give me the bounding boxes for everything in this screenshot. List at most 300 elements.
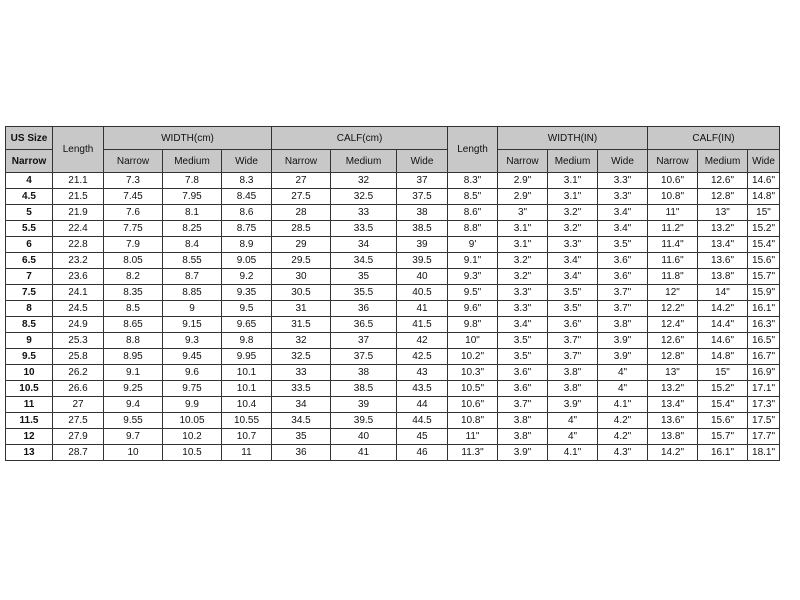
table-cell: 43 (397, 365, 448, 381)
table-cell: 11.8" (648, 269, 698, 285)
table-cell: 8.65 (104, 317, 163, 333)
table-cell: 9.25 (104, 381, 163, 397)
us-size-cell: 8.5 (6, 317, 53, 333)
table-cell: 31 (272, 301, 331, 317)
calf-cm-header: CALF(cm) (272, 127, 448, 150)
table-cell: 3.7" (598, 285, 648, 301)
table-cell: 27 (272, 173, 331, 189)
table-cell: 23.2 (53, 253, 104, 269)
table-cell: 13" (648, 365, 698, 381)
table-cell: 3.5" (498, 333, 548, 349)
size-chart-table (5, 126, 780, 461)
table-cell: 16.1" (698, 445, 748, 461)
table-row (6, 221, 780, 237)
table-cell: 12.6" (648, 333, 698, 349)
table-cell: 8.75 (222, 221, 272, 237)
table-cell: 4" (598, 381, 648, 397)
table-cell: 29 (272, 237, 331, 253)
table-cell: 8.5 (104, 301, 163, 317)
table-body (6, 173, 780, 461)
table-cell: 10.3" (448, 365, 498, 381)
table-cell: 4.3" (598, 445, 648, 461)
table-cell: 9.2 (222, 269, 272, 285)
calf-in-narrow-header: Narrow (648, 150, 698, 173)
table-cell: 8.5" (448, 189, 498, 205)
table-cell: 4.1" (598, 397, 648, 413)
table-cell: 11" (648, 205, 698, 221)
table-cell: 8.7 (163, 269, 222, 285)
table-cell: 9.4 (104, 397, 163, 413)
table-cell: 3.8" (498, 429, 548, 445)
table-cell: 3.2" (498, 269, 548, 285)
table-row (6, 397, 780, 413)
table-cell: 4.2" (598, 429, 648, 445)
us-size-cell: 11 (6, 397, 53, 413)
table-cell: 17.3" (748, 397, 780, 413)
table-cell: 16.9" (748, 365, 780, 381)
table-cell: 41 (397, 301, 448, 317)
table-cell: 3.2" (548, 205, 598, 221)
table-cell: 24.9 (53, 317, 104, 333)
table-cell: 35 (331, 269, 397, 285)
table-cell: 8.85 (163, 285, 222, 301)
table-cell: 14" (698, 285, 748, 301)
table-cell: 39.5 (397, 253, 448, 269)
table-cell: 9.6" (448, 301, 498, 317)
table-cell: 7.75 (104, 221, 163, 237)
table-cell: 13.2" (698, 221, 748, 237)
table-cell: 10.8" (448, 413, 498, 429)
table-cell: 3.3" (548, 237, 598, 253)
table-row (6, 301, 780, 317)
table-cell: 15.2" (698, 381, 748, 397)
table-cell: 21.5 (53, 189, 104, 205)
table-cell: 14.8" (698, 349, 748, 365)
table-cell: 14.8" (748, 189, 780, 205)
table-cell: 10.1 (222, 381, 272, 397)
table-cell: 27.9 (53, 429, 104, 445)
width-in-wide-header: Wide (598, 150, 648, 173)
table-cell: 9.15 (163, 317, 222, 333)
table-cell: 35 (272, 429, 331, 445)
table-cell: 8.25 (163, 221, 222, 237)
table-cell: 9.35 (222, 285, 272, 301)
table-cell: 10.2" (448, 349, 498, 365)
us-size-cell: 7 (6, 269, 53, 285)
table-cell: 33.5 (331, 221, 397, 237)
table-cell: 3.9" (548, 397, 598, 413)
table-header (6, 127, 780, 173)
table-cell: 3.8" (548, 365, 598, 381)
table-cell: 36 (331, 301, 397, 317)
table-cell: 13.2" (648, 381, 698, 397)
table-cell: 3.4" (598, 221, 648, 237)
table-row (6, 205, 780, 221)
table-cell: 8.8" (448, 221, 498, 237)
table-cell: 8.6" (448, 205, 498, 221)
table-cell: 7.8 (163, 173, 222, 189)
table-row (6, 413, 780, 429)
table-cell: 14.2" (698, 301, 748, 317)
calf-cm-medium-header: Medium (331, 150, 397, 173)
table-cell: 16.5" (748, 333, 780, 349)
table-cell: 9.8" (448, 317, 498, 333)
table-cell: 7.3 (104, 173, 163, 189)
width-in-medium-header: Medium (548, 150, 598, 173)
table-cell: 2.9" (498, 189, 548, 205)
table-cell: 13.8" (648, 429, 698, 445)
table-cell: 2.9" (498, 173, 548, 189)
table-cell: 32 (331, 173, 397, 189)
table-cell: 16.7" (748, 349, 780, 365)
table-row (6, 445, 780, 461)
table-cell: 25.3 (53, 333, 104, 349)
table-cell: 29.5 (272, 253, 331, 269)
width-in-narrow-header: Narrow (498, 150, 548, 173)
table-cell: 8.45 (222, 189, 272, 205)
table-cell: 8.3 (222, 173, 272, 189)
table-cell: 8.05 (104, 253, 163, 269)
table-cell: 32 (272, 333, 331, 349)
table-cell: 3.4" (548, 253, 598, 269)
table-cell: 7.6 (104, 205, 163, 221)
table-cell: 7.95 (163, 189, 222, 205)
table-cell: 37.5 (331, 349, 397, 365)
table-row (6, 333, 780, 349)
table-cell: 38 (331, 365, 397, 381)
table-cell: 3.7" (498, 397, 548, 413)
table-cell: 9.6 (163, 365, 222, 381)
table-cell: 10 (104, 445, 163, 461)
table-row (6, 173, 780, 189)
table-cell: 3.5" (548, 285, 598, 301)
table-row (6, 429, 780, 445)
table-cell: 24.1 (53, 285, 104, 301)
table-cell: 28.7 (53, 445, 104, 461)
table-cell: 16.1" (748, 301, 780, 317)
table-row (6, 253, 780, 269)
table-cell: 12.4" (648, 317, 698, 333)
table-cell: 13.6" (648, 413, 698, 429)
table-cell: 3.4" (548, 269, 598, 285)
width-cm-narrow-header: Narrow (104, 150, 163, 173)
table-cell: 9 (163, 301, 222, 317)
table-cell: 8.4 (163, 237, 222, 253)
table-cell: 33.5 (272, 381, 331, 397)
table-cell: 3.4" (498, 317, 548, 333)
table-cell: 37.5 (397, 189, 448, 205)
us-size-cell: 9 (6, 333, 53, 349)
table-cell: 3.4" (598, 205, 648, 221)
table-cell: 12.6" (698, 173, 748, 189)
table-cell: 4.1" (548, 445, 598, 461)
table-cell: 8.9 (222, 237, 272, 253)
us-size-cell: 5.5 (6, 221, 53, 237)
table-cell: 44 (397, 397, 448, 413)
table-cell: 9.5 (222, 301, 272, 317)
calf-cm-narrow-header: Narrow (272, 150, 331, 173)
table-cell: 27 (53, 397, 104, 413)
table-cell: 10.1 (222, 365, 272, 381)
table-cell: 8.1 (163, 205, 222, 221)
table-cell: 4" (598, 365, 648, 381)
table-cell: 4" (548, 413, 598, 429)
table-cell: 3.6" (598, 269, 648, 285)
table-cell: 15" (748, 205, 780, 221)
table-cell: 3.6" (548, 317, 598, 333)
table-cell: 14.6" (748, 173, 780, 189)
table-cell: 14.6" (698, 333, 748, 349)
header-row-1 (6, 127, 780, 150)
table-cell: 3.2" (548, 221, 598, 237)
table-cell: 3.3" (498, 301, 548, 317)
table-cell: 34 (331, 237, 397, 253)
table-cell: 14.4" (698, 317, 748, 333)
table-cell: 15.6" (748, 253, 780, 269)
table-cell: 8.6 (222, 205, 272, 221)
table-row (6, 285, 780, 301)
table-cell: 9.3" (448, 269, 498, 285)
table-cell: 3.6" (498, 365, 548, 381)
table-cell: 14.2" (648, 445, 698, 461)
table-cell: 8.55 (163, 253, 222, 269)
us-size-cell: 12 (6, 429, 53, 445)
table-cell: 42 (397, 333, 448, 349)
table-cell: 39 (331, 397, 397, 413)
table-cell: 13.8" (698, 269, 748, 285)
us-size-cell: 6.5 (6, 253, 53, 269)
table-cell: 9.65 (222, 317, 272, 333)
us-size-cell: 4.5 (6, 189, 53, 205)
table-cell: 40 (331, 429, 397, 445)
table-cell: 11.4" (648, 237, 698, 253)
us-size-cell: 8 (6, 301, 53, 317)
table-cell: 8.3" (448, 173, 498, 189)
table-cell: 34.5 (272, 413, 331, 429)
table-cell: 42.5 (397, 349, 448, 365)
table-cell: 9.75 (163, 381, 222, 397)
table-cell: 15.4" (698, 397, 748, 413)
table-cell: 15.6" (698, 413, 748, 429)
table-cell: 8.2 (104, 269, 163, 285)
table-row (6, 189, 780, 205)
table-cell: 3.8" (498, 413, 548, 429)
table-cell: 32.5 (272, 349, 331, 365)
table-cell: 11.6" (648, 253, 698, 269)
table-cell: 9.45 (163, 349, 222, 365)
table-cell: 3.6" (598, 253, 648, 269)
table-cell: 3.6" (498, 381, 548, 397)
table-cell: 41 (331, 445, 397, 461)
table-cell: 13.4" (648, 397, 698, 413)
table-cell: 12.8" (698, 189, 748, 205)
table-cell: 9.55 (104, 413, 163, 429)
table-cell: 43.5 (397, 381, 448, 397)
table-cell: 3.9" (598, 349, 648, 365)
table-cell: 39.5 (331, 413, 397, 429)
table-cell: 8.8 (104, 333, 163, 349)
table-cell: 17.5" (748, 413, 780, 429)
table-row (6, 237, 780, 253)
table-cell: 10.4 (222, 397, 272, 413)
table-cell: 39 (397, 237, 448, 253)
table-row (6, 269, 780, 285)
us-size-cell: 4 (6, 173, 53, 189)
table-cell: 40.5 (397, 285, 448, 301)
table-cell: 25.8 (53, 349, 104, 365)
table-cell: 17.7" (748, 429, 780, 445)
table-cell: 11.2" (648, 221, 698, 237)
table-cell: 10.05 (163, 413, 222, 429)
table-cell: 3.7" (548, 333, 598, 349)
table-cell: 8.95 (104, 349, 163, 365)
table-cell: 3.5" (598, 237, 648, 253)
us-size-cell: 11.5 (6, 413, 53, 429)
table-cell: 41.5 (397, 317, 448, 333)
table-cell: 21.1 (53, 173, 104, 189)
table-cell: 7.45 (104, 189, 163, 205)
table-cell: 3.2" (498, 253, 548, 269)
table-cell: 17.1" (748, 381, 780, 397)
table-cell: 34 (272, 397, 331, 413)
table-row (6, 317, 780, 333)
table-cell: 22.4 (53, 221, 104, 237)
table-cell: 9.05 (222, 253, 272, 269)
table-cell: 3.7" (548, 349, 598, 365)
table-cell: 4" (548, 429, 598, 445)
table-row (6, 365, 780, 381)
table-cell: 18.1" (748, 445, 780, 461)
table-cell: 3.9" (498, 445, 548, 461)
table-cell: 15.4" (748, 237, 780, 253)
table-cell: 3.1" (548, 189, 598, 205)
table-cell: 10" (448, 333, 498, 349)
us-size-cell: 9.5 (6, 349, 53, 365)
table-cell: 12.8" (648, 349, 698, 365)
table-cell: 12" (648, 285, 698, 301)
table-cell: 15.2" (748, 221, 780, 237)
table-cell: 10.5" (448, 381, 498, 397)
length-in-header: Length (448, 127, 498, 173)
table-cell: 46 (397, 445, 448, 461)
table-cell: 28.5 (272, 221, 331, 237)
table-cell: 10.55 (222, 413, 272, 429)
table-cell: 32.5 (331, 189, 397, 205)
table-cell: 3" (498, 205, 548, 221)
table-cell: 9.7 (104, 429, 163, 445)
table-cell: 10.5 (163, 445, 222, 461)
table-row (6, 349, 780, 365)
table-row (6, 381, 780, 397)
us-size-cell: 13 (6, 445, 53, 461)
table-cell: 11 (222, 445, 272, 461)
calf-cm-wide-header: Wide (397, 150, 448, 173)
table-cell: 35.5 (331, 285, 397, 301)
table-cell: 31.5 (272, 317, 331, 333)
table-cell: 12.2" (648, 301, 698, 317)
table-cell: 34.5 (331, 253, 397, 269)
table-cell: 9.3 (163, 333, 222, 349)
table-cell: 3.8" (548, 381, 598, 397)
table-cell: 10.8" (648, 189, 698, 205)
table-cell: 3.3" (598, 189, 648, 205)
table-cell: 9.95 (222, 349, 272, 365)
width-cm-wide-header: Wide (222, 150, 272, 173)
table-cell: 27.5 (272, 189, 331, 205)
table-cell: 3.1" (498, 221, 548, 237)
table-cell: 15" (698, 365, 748, 381)
table-cell: 9.5" (448, 285, 498, 301)
table-cell: 45 (397, 429, 448, 445)
table-cell: 3.9" (598, 333, 648, 349)
table-cell: 10.2 (163, 429, 222, 445)
table-cell: 13.6" (698, 253, 748, 269)
table-cell: 23.6 (53, 269, 104, 285)
table-cell: 16.3" (748, 317, 780, 333)
table-cell: 3.8" (598, 317, 648, 333)
table-cell: 40 (397, 269, 448, 285)
us-size-cell: 6 (6, 237, 53, 253)
width-cm-header: WIDTH(cm) (104, 127, 272, 150)
table-cell: 26.2 (53, 365, 104, 381)
table-cell: 36 (272, 445, 331, 461)
table-cell: 30.5 (272, 285, 331, 301)
table-cell: 3.5" (548, 301, 598, 317)
width-in-header: WIDTH(IN) (498, 127, 648, 150)
table-cell: 3.5" (498, 349, 548, 365)
table-cell: 44.5 (397, 413, 448, 429)
us-size-cell: 5 (6, 205, 53, 221)
table-cell: 36.5 (331, 317, 397, 333)
table-cell: 9.8 (222, 333, 272, 349)
table-cell: 9.1 (104, 365, 163, 381)
header-row-2 (6, 150, 780, 173)
table-cell: 8.35 (104, 285, 163, 301)
table-cell: 7.9 (104, 237, 163, 253)
table-cell: 33 (331, 205, 397, 221)
length-cm-header: Length (53, 127, 104, 173)
table-cell: 26.6 (53, 381, 104, 397)
table-cell: 21.9 (53, 205, 104, 221)
table-cell: 37 (397, 173, 448, 189)
table-cell: 9' (448, 237, 498, 253)
table-cell: 33 (272, 365, 331, 381)
table-cell: 3.3" (498, 285, 548, 301)
table-cell: 27.5 (53, 413, 104, 429)
calf-in-wide-header: Wide (748, 150, 780, 173)
table-cell: 4.2" (598, 413, 648, 429)
us-size-cell: 7.5 (6, 285, 53, 301)
table-cell: 9.1" (448, 253, 498, 269)
table-cell: 30 (272, 269, 331, 285)
table-cell: 10.6" (448, 397, 498, 413)
narrow-size-header: Narrow (6, 150, 53, 173)
table-cell: 13" (698, 205, 748, 221)
table-cell: 3.3" (598, 173, 648, 189)
table-cell: 22.8 (53, 237, 104, 253)
us-size-cell: 10.5 (6, 381, 53, 397)
calf-in-medium-header: Medium (698, 150, 748, 173)
table-cell: 11.3" (448, 445, 498, 461)
table-cell: 13.4" (698, 237, 748, 253)
width-cm-medium-header: Medium (163, 150, 222, 173)
table-cell: 15.7" (698, 429, 748, 445)
table-cell: 10.6" (648, 173, 698, 189)
table-cell: 15.9" (748, 285, 780, 301)
calf-in-header: CALF(IN) (648, 127, 780, 150)
table-cell: 38.5 (397, 221, 448, 237)
table-cell: 37 (331, 333, 397, 349)
